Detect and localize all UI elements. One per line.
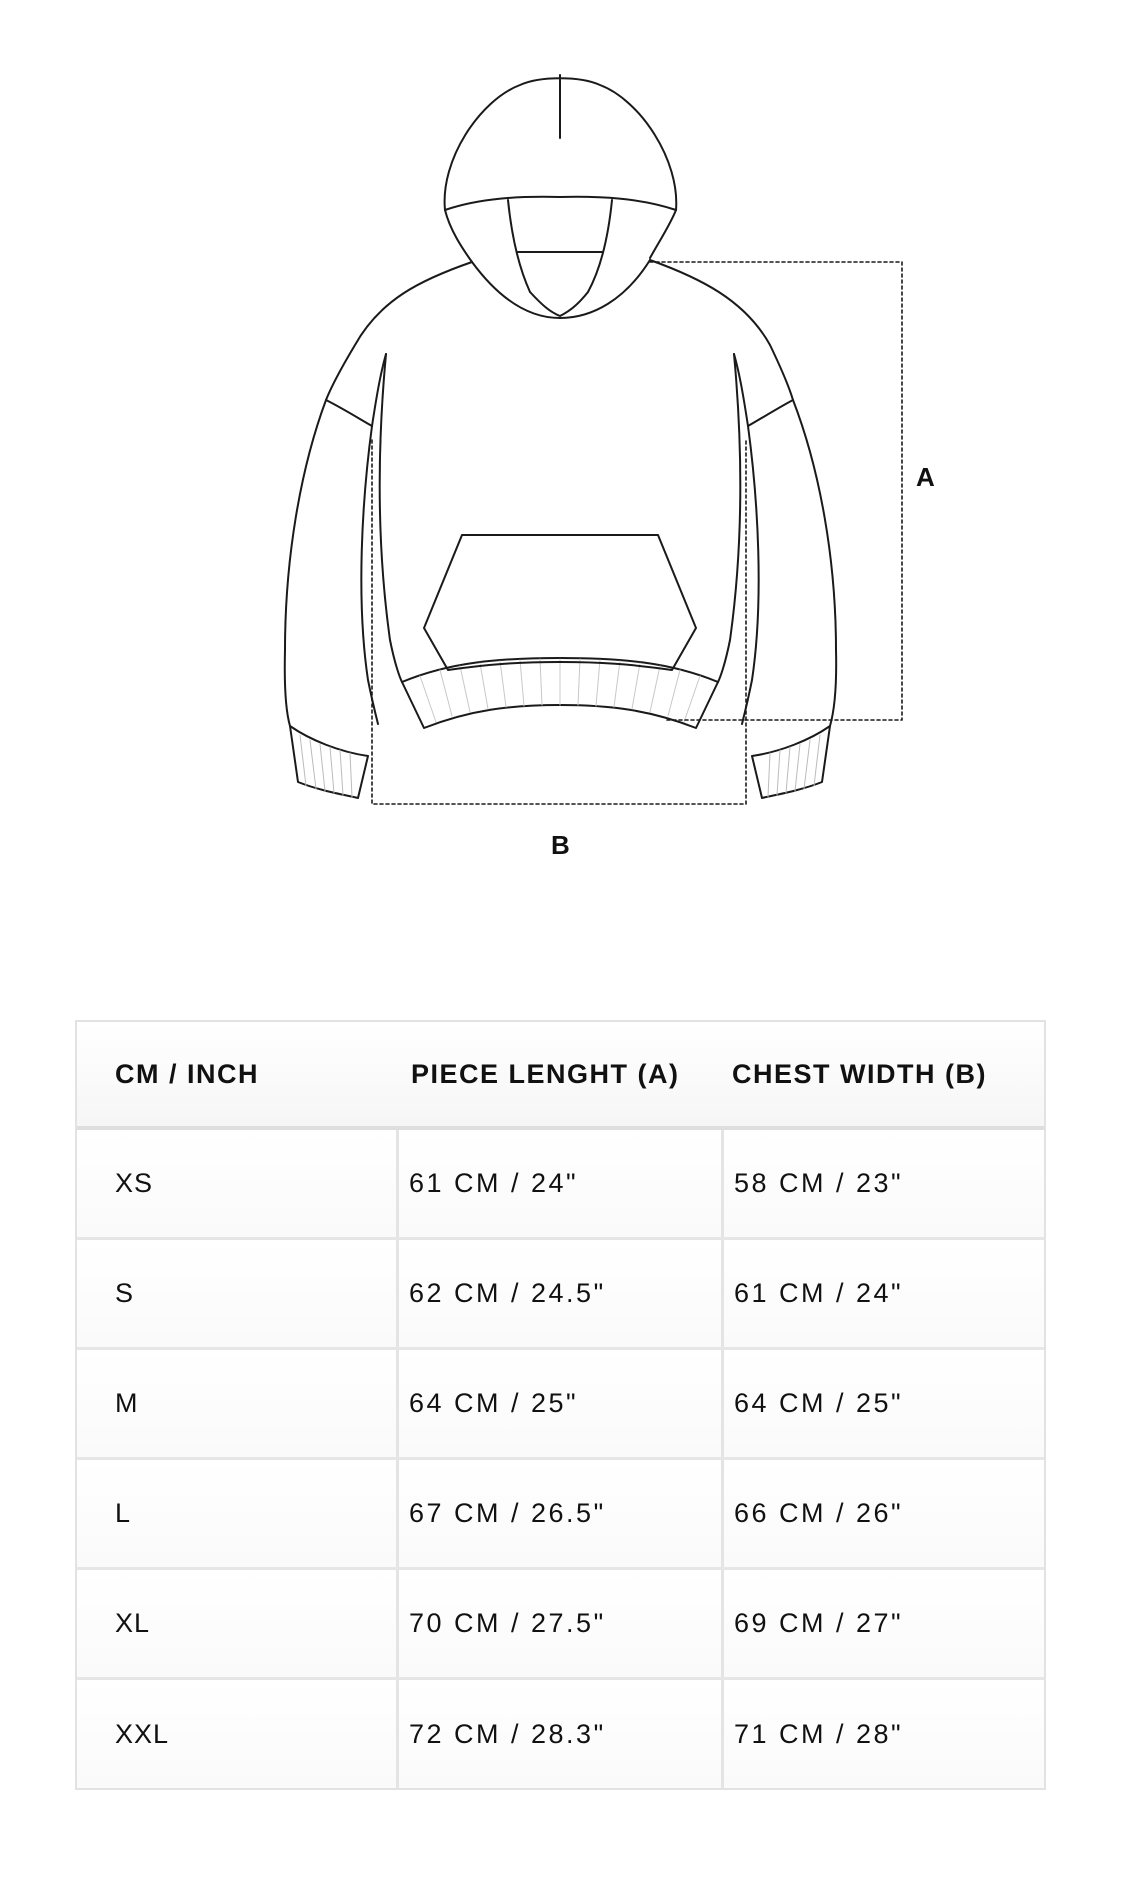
table-row [77, 1350, 1044, 1460]
right-sleeve-outer [793, 400, 836, 726]
right-cuff [752, 726, 830, 798]
table-row [77, 1240, 1044, 1350]
hood-inner-left [508, 200, 530, 292]
kangaroo-pocket [424, 535, 696, 670]
header-chest-width: CHEST WIDTH (B) [732, 1058, 987, 1089]
dimension-a-label: A [916, 462, 935, 492]
chest-cell: 61 CM / 24" [724, 1240, 1044, 1347]
dimension-b-line [372, 440, 746, 804]
size-cell: S [77, 1240, 399, 1347]
size-cell: XXL [77, 1680, 399, 1788]
size-cell: XS [77, 1130, 399, 1237]
chest-cell: 58 CM / 23" [724, 1130, 1044, 1237]
hoodie-illustration [0, 0, 1123, 900]
size-cell: L [77, 1460, 399, 1567]
header-piece-length: PIECE LENGHT (A) [411, 1058, 680, 1089]
chest-cell: 64 CM / 25" [724, 1350, 1044, 1457]
length-cell: 64 CM / 25" [399, 1350, 724, 1457]
length-cell: 62 CM / 24.5" [399, 1240, 724, 1347]
left-shoulder-seam [326, 400, 372, 426]
header-unit: CM / INCH [115, 1058, 259, 1089]
hoodie-diagram [0, 0, 1123, 900]
chest-cell: 71 CM / 28" [724, 1680, 1044, 1788]
table-header-row [77, 1022, 1044, 1130]
table-row [77, 1680, 1044, 1788]
length-cell: 61 CM / 24" [399, 1130, 724, 1237]
hood-left-edge [445, 210, 472, 262]
dimension-a-line [650, 262, 902, 720]
body-left-side [380, 354, 402, 682]
hood-inner-right [588, 200, 612, 292]
size-cell: M [77, 1350, 399, 1457]
dimension-b-label: B [551, 830, 570, 860]
size-chart-table [75, 1020, 1046, 1790]
table-row [77, 1130, 1044, 1240]
size-cell: XL [77, 1570, 399, 1677]
right-shoulder-seam [748, 400, 793, 426]
length-cell: 70 CM / 27.5" [399, 1570, 724, 1677]
table-row [77, 1570, 1044, 1680]
left-cuff [290, 726, 368, 798]
length-cell: 67 CM / 26.5" [399, 1460, 724, 1567]
chest-cell: 66 CM / 26" [724, 1460, 1044, 1567]
table-row [77, 1460, 1044, 1570]
length-cell: 72 CM / 28.3" [399, 1680, 724, 1788]
hood-opening [445, 197, 676, 210]
chest-cell: 69 CM / 27" [724, 1570, 1044, 1677]
body-right-side [718, 354, 740, 682]
right-sleeve-inner [742, 426, 759, 724]
left-shoulder [326, 262, 472, 400]
left-sleeve-outer [285, 400, 326, 726]
left-sleeve-inner [361, 426, 378, 724]
right-shoulder [650, 260, 793, 400]
neck-v [530, 292, 588, 316]
neckline [472, 260, 650, 318]
